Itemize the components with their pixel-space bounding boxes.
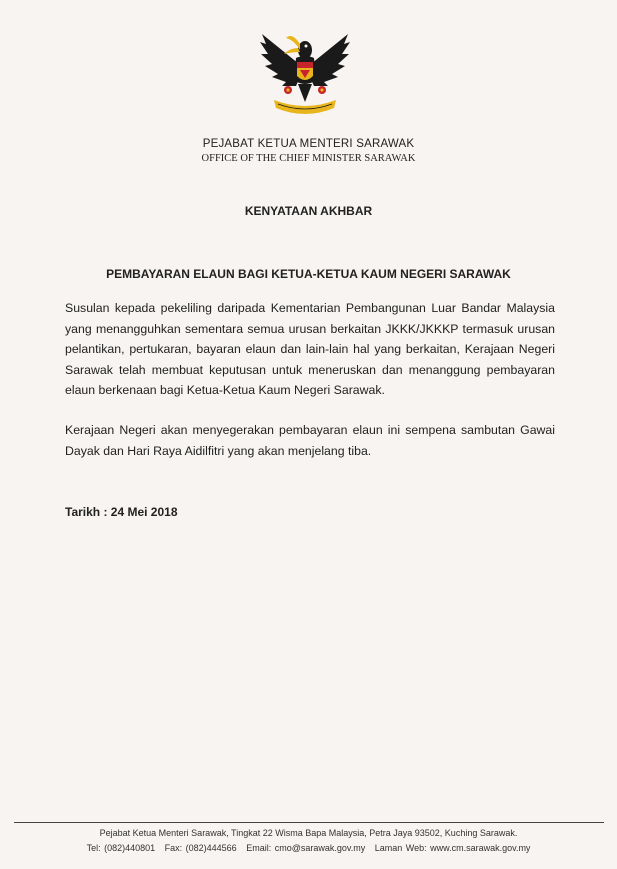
footer-tel: Tel: (082)440801 — [86, 843, 156, 853]
footer-web: Laman Web: www.cm.sarawak.gov.my — [374, 843, 531, 853]
press-statement-heading: KENYATAAN AKHBAR — [244, 204, 373, 218]
footer-fax: Fax: (082)444566 — [164, 843, 237, 853]
sarawak-crest-icon — [256, 28, 354, 120]
footer-divider — [14, 822, 604, 823]
office-name-english: OFFICE OF THE CHIEF MINISTER SARAWAK — [201, 153, 416, 164]
statement-paragraph-1: Susulan kepada pekeliling daripada Kementarian Pembangunan Luar Bandar Malaysia yang menangguhkan sementara semua urusan berkaitan JKKK/JKKKP termasuk urusan pelantikan, pertukaran, bayaran elaun dan lain-lain hal yang berkaitan, Kerajaan Negeri Sarawak telah membuat keputusan untuk meneruskan dan menanggung pembayaran elaun berkenaan bagi Ketua-Ketua Kaum Negeri Sarawak. — [65, 301, 555, 398]
statement-date: Tarikh : 24 Mei 2018 — [65, 505, 178, 519]
office-name-malay: PEJABAT KETUA MENTERI SARAWAK — [202, 138, 415, 150]
statement-paragraph-2: Kerajaan Negeri akan menyegerakan pembayaran elaun ini sempena sambutan Gawai Dayak dan Hari Raya Aidilfitri yang akan menjelang tiba. — [65, 423, 555, 458]
footer-email: Email: cmo@sarawak.gov.my — [246, 843, 366, 853]
footer-address: Pejabat Ketua Menteri Sarawak, Tingkat 22 Wisma Bapa Malaysia, Petra Jaya 93502, Kuching Sarawak. — [99, 828, 518, 838]
footer-contacts — [0, 843, 617, 853]
statement-title: PEMBAYARAN ELAUN BAGI KETUA-KETUA KAUM NEGERI SARAWAK — [106, 267, 511, 281]
